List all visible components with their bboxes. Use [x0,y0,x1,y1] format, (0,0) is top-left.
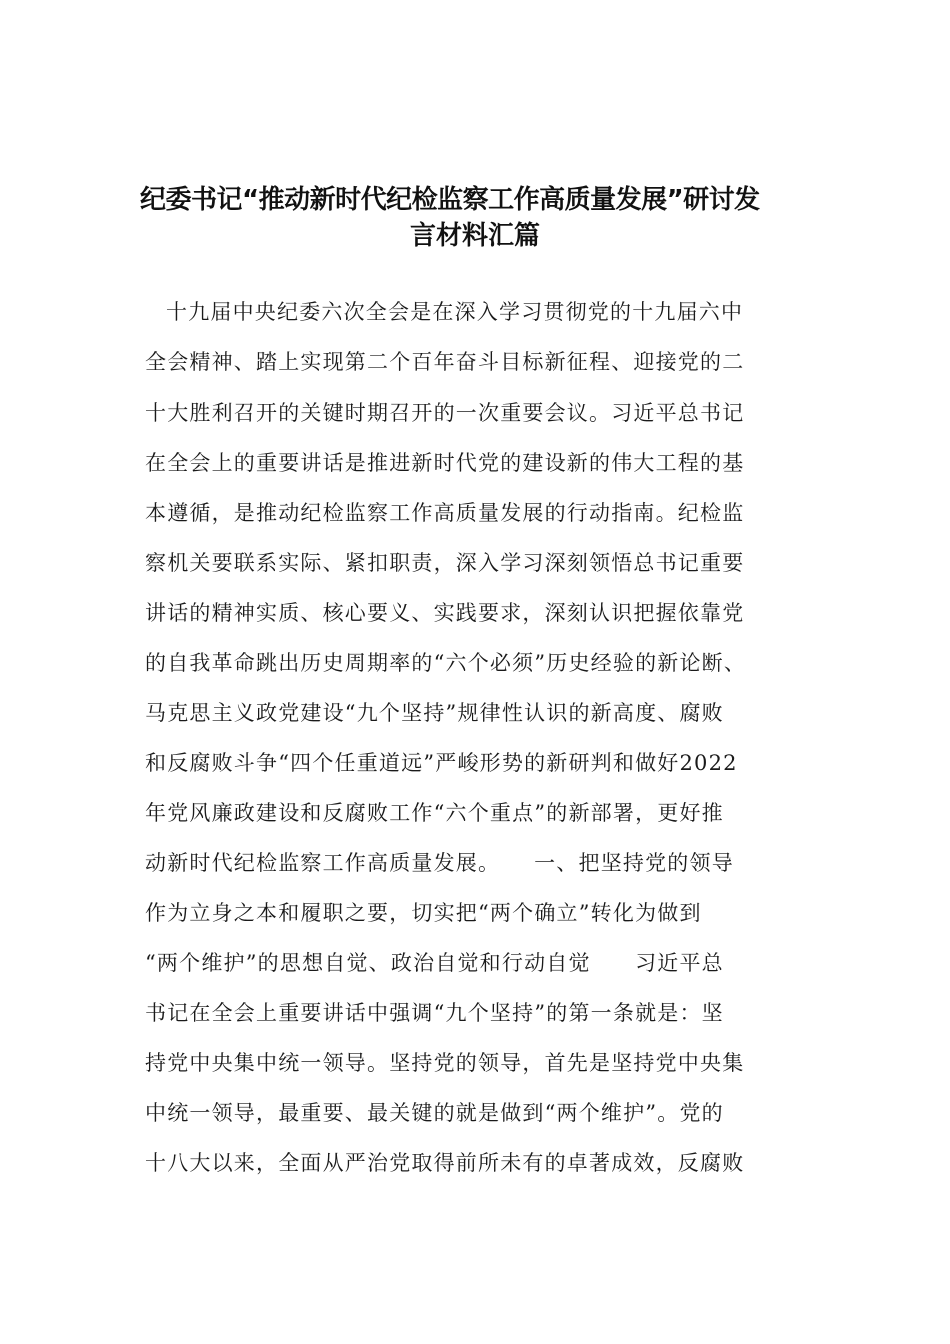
body-line-6: 察机关要联系实际、紧扣职责，深入学习深刻领悟总书记重要 [145,551,745,575]
body-line-18: 十八大以来，全面从严治党取得前所未有的卓著成效，反腐败 [145,1151,745,1175]
body-line-10: 和反腐败斗争“四个任重道远”严峻形势的新研判和做好2022 [145,751,738,775]
body-line-4: 在全会上的重要讲话是推进新时代党的建设新的伟大工程的基 [145,451,745,475]
body-line-2: 全会精神、踏上实现第二个百年奋斗目标新征程、迎接党的二 [145,350,745,374]
body-line-13: 作为立身之本和履职之要，切实把“两个确立”转化为做到 [145,901,702,925]
document-title-line-2: 言材料汇篇 [409,221,540,251]
body-line-17: 中统一领导，最重要、最关键的就是做到“两个维护”。党的 [145,1101,724,1125]
body-line-12: 动新时代纪检监察工作高质量发展。 一、把坚持党的领导 [145,851,734,875]
body-line-1: 十九届中央纪委六次全会是在深入学习贯彻党的十九届六中 [166,300,744,324]
body-line-5: 本遵循，是推动纪检监察工作高质量发展的行动指南。纪检监 [145,501,745,525]
document-title-line-1: 纪委书记“推动新时代纪检监察工作高质量发展”研讨发 [140,185,760,215]
body-line-16: 持党中央集中统一领导。坚持党的领导，首先是坚持党中央集 [145,1051,745,1075]
body-line-7: 讲话的精神实质、核心要义、实践要求，深刻认识把握依靠党 [145,601,745,625]
body-line-14: “两个维护”的思想自觉、政治自觉和行动自觉 习近平总 [145,951,724,975]
body-line-8: 的自我革命跳出历史周期率的“六个必须”历史经验的新论断、 [145,651,747,675]
body-line-11: 年党风廉政建设和反腐败工作“六个重点”的新部署，更好推 [145,801,724,825]
body-line-15: 书记在全会上重要讲话中强调“九个坚持”的第一条就是：坚 [145,1001,724,1025]
body-line-3: 十大胜利召开的关键时期召开的一次重要会议。习近平总书记 [145,401,745,425]
body-line-9: 马克思主义政党建设“九个坚持”规律性认识的新高度、腐败 [145,701,724,725]
